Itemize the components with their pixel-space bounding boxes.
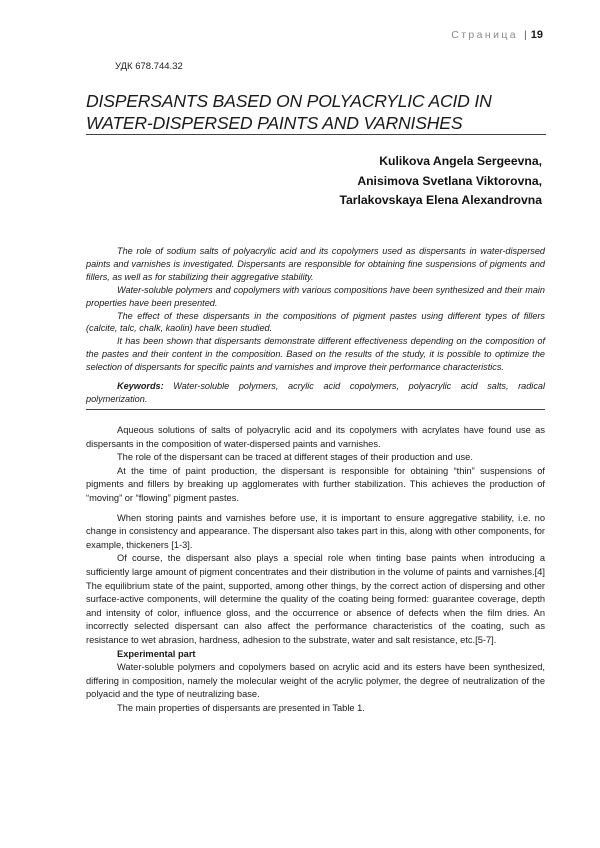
abstract-paragraph: Water-soluble polymers and copolymers with various compositions have been synthesized and their main properties have been presented.: [86, 284, 545, 308]
page-label: Страница: [451, 29, 519, 41]
keywords-label: Keywords:: [117, 381, 164, 391]
abstract: [86, 245, 545, 374]
body-paragraph: Of course, the dispersant also plays a special role when tinting base paints when introducing a sufficiently large amount of pigment concentrates and their distribution in the volume of paints and varnishes.[4] The equilibrium state of the paint, supported, among other things, by the correct action of dispersing and other surface-active components, will determine the quality of the coating being formed: guarantee coverage, depth and intensity of color, influence gloss, and the occurrence or absence of defects when the film dries. An incorrectly selected dispersant can also affect the performance characteristics of the coating, such as resistance to wet abrasion, hardness, adhesion to the substrate, water and salt resistance, etc.[5-7].: [86, 553, 545, 645]
body-paragraph: When storing paints and varnishes before use, it is important to ensure aggregative stability, i.e. no change in consistency and appearance. The dispersant also takes part in this, along with other components, for example, thickeners [1-3].: [86, 512, 545, 550]
body-text: [86, 424, 545, 715]
article-title: DISPERSANTS BASED ON POLYACRYLIC ACID IN WATER-DISPERSED PAINTS AND VARNISHES: [86, 91, 492, 133]
author-name: Kulikova Angela Sergeevna,: [379, 154, 542, 168]
page-header: [451, 29, 543, 41]
body-paragraph: The role of the dispersant can be traced at different stages of their production and use.: [117, 452, 473, 463]
body-paragraph: At the time of paint production, the dispersant is responsible for obtaining “thin” suspensions of pigments and fillers by breaking up agglomerates with further stabilization. This achieves the production of “moving” or “flowing” pigment pastes.: [86, 465, 545, 503]
title-divider: [86, 134, 546, 135]
keywords-divider: [86, 409, 545, 410]
page-number: 19: [530, 29, 543, 41]
keywords: [86, 380, 545, 406]
author-name: Anisimova Svetlana Viktorovna,: [357, 173, 542, 188]
abstract-paragraph: It has been shown that dispersants demonstrate different effectiveness depending on the composition of the pastes and their content in the composition. Based on the results of the study, it is possible to optimize the selection of dispersants for specific paints and varnishes and improve their performance characteristics.: [86, 336, 545, 373]
udk-code: УДК 678.744.32: [115, 61, 183, 72]
body-paragraph: Aqueous solutions of salts of polyacrylic acid and its copolymers with acrylates have found use as dispersants in the composition of water-dispersed paints and varnishes.: [86, 425, 545, 449]
author-list: [339, 152, 542, 211]
abstract-paragraph: The role of sodium salts of polyacrylic acid and its copolymers used as dispersants in water-dispersed paints and varnishes is investigated. Dispersants are responsible for obtaining fine suspensions of pigments and fillers, as well as for stabilizing their aggregative stability.: [86, 246, 545, 282]
keywords-text: Water-soluble polymers, acrylic acid copolymers, polyacrylic acid salts, radical polymerization.: [86, 381, 545, 404]
author-name: Tarlakovskaya Elena Alexandrovna: [339, 193, 542, 207]
body-paragraph: Water-soluble polymers and copolymers based on acrylic acid and its esters have been synthesized, differing in composition, namely the molecular weight of the acrylic polymer, the degree of neutralization of the polyacid and the type of neutralizing base.: [86, 662, 545, 700]
abstract-paragraph: The effect of these dispersants in the compositions of pigment pastes using different types of fillers (calcite, talc, chalk, kaolin) have been studied.: [86, 310, 545, 334]
section-heading: Experimental part: [117, 648, 196, 659]
page-separator: |: [524, 29, 527, 41]
body-paragraph: The main properties of dispersants are presented in Table 1.: [117, 702, 365, 713]
